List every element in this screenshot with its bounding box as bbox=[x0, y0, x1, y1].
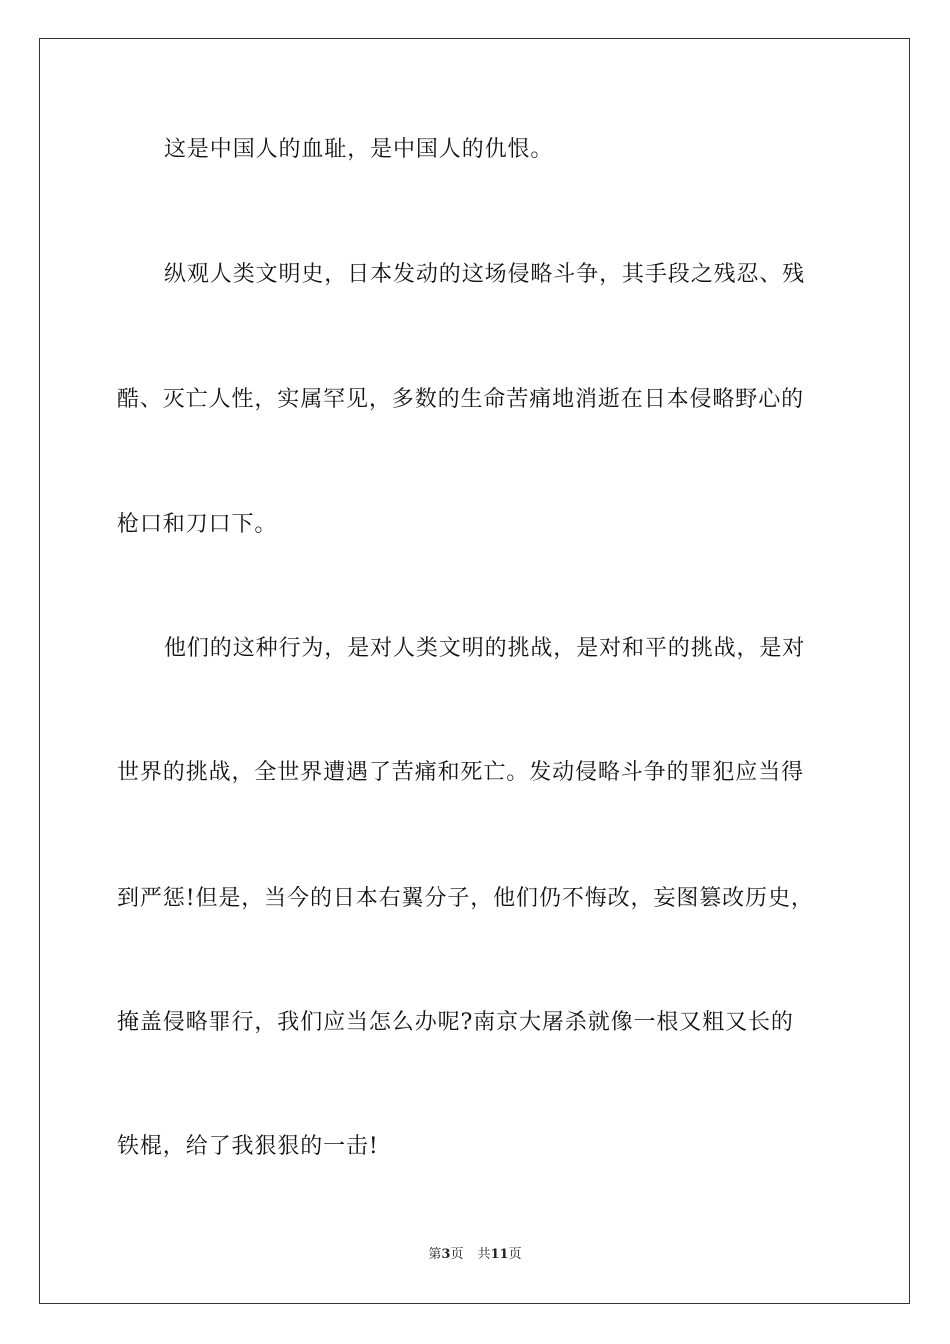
paragraph-line: 掩盖侵略罪行，我们应当怎么办呢?南京大屠杀就像一根又粗又长的 bbox=[117, 1010, 794, 1035]
paragraph-line: 铁棍，给了我狠狠的一击! bbox=[117, 1134, 379, 1159]
total-suffix: 页 bbox=[508, 1247, 522, 1262]
paragraph-line: 世界的挑战，全世界遭遇了苦痛和死亡。发动侵略斗争的罪犯应当得 bbox=[117, 760, 805, 785]
total-prefix: 共 bbox=[477, 1247, 491, 1262]
page-suffix: 页 bbox=[450, 1247, 464, 1262]
page-number: 3 bbox=[441, 1247, 451, 1262]
paragraph-line: 枪口和刀口下。 bbox=[117, 512, 278, 537]
total-pages: 11 bbox=[490, 1247, 509, 1262]
page-prefix: 第 bbox=[428, 1247, 442, 1262]
page-footer bbox=[0, 1246, 950, 1264]
paragraph-line: 纵观人类文明史，日本发动的这场侵略斗争，其手段之残忍、残 bbox=[164, 262, 806, 287]
paragraph-line: 酷、灭亡人性，实属罕见，多数的生命苦痛地消逝在日本侵略野心的 bbox=[117, 387, 805, 412]
paragraph-line: 到严惩!但是，当今的日本右翼分子，他们仍不悔改，妄图篡改历史， bbox=[117, 886, 814, 911]
paragraph-line: 他们的这种行为，是对人类文明的挑战，是对和平的挑战，是对 bbox=[164, 636, 806, 661]
page-border bbox=[39, 38, 910, 1304]
paragraph-line: 这是中国人的血耻，是中国人的仇恨。 bbox=[164, 137, 554, 162]
